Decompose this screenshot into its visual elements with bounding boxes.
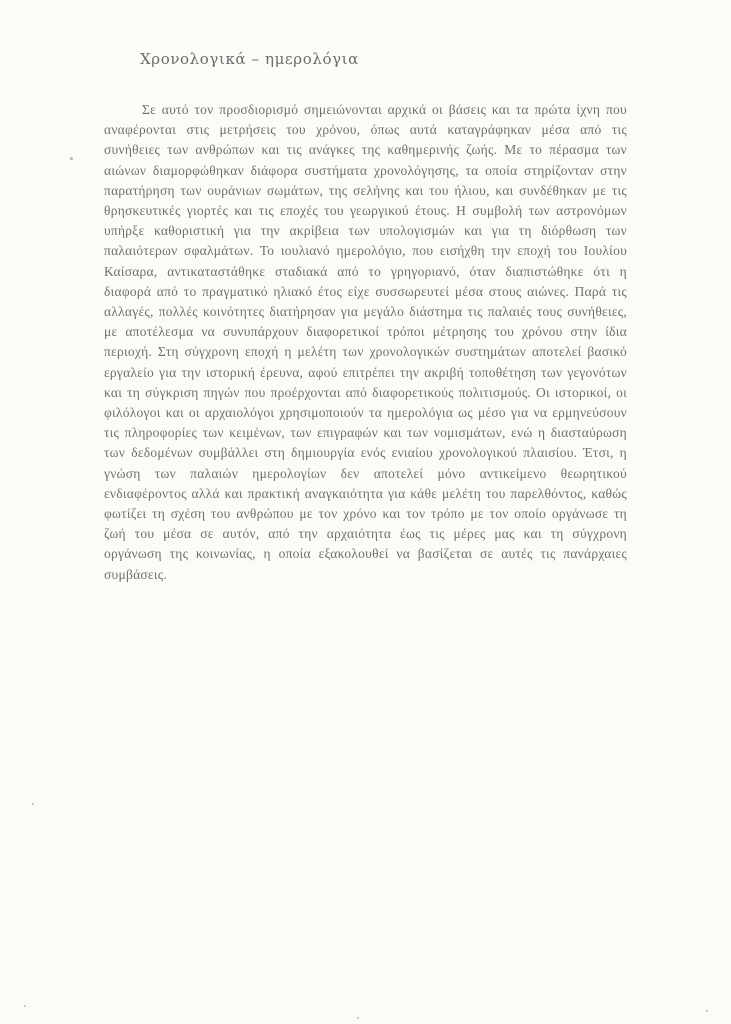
scan-speck <box>706 1010 708 1012</box>
body-paragraph: Σε αυτό τον προσδιορισμό σημειώνονται αρχικά οι βάσεις και τα πρώτα ίχνη που αναφέρονται στις μετρήσεις του χρόνου, όπως αυτά καταγράφηκαν μέσα από τις συνήθειες των ανθρώπων και τις ανάγκες της καθημερινής ζωής. Με το πέρασμα των αιώνων διαμορφώθηκαν διάφορα συστήματα χρονολόγησης, τα οποία στηρίζονταν στην παρατήρηση των ουράνιων σωμάτων, της σελήνης και του ήλιου, και συνδέθηκαν με τις θρησκευτικές γιορτές και τις εποχές του γεωργικού έτους. Η συμβολή των αστρονόμων υπήρξε καθοριστική για την ακρίβεια των υπολογισμών και για τη διόρθωση των παλαιότερων σφαλμάτων. Το ιουλιανό ημερολόγιο, που εισήχθη την εποχή του Ιουλίου Καίσαρα, αντικαταστάθηκε σταδιακά από το γρηγοριανό, όταν διαπιστώθηκε ότι η διαφορά από το πραγματικό ηλιακό έτος είχε συσσωρευτεί μέσα στους αιώνες. Παρά τις αλλαγές, πολλές κοινότητες διατήρησαν για μεγάλο διάστημα τις παλαιές τους συνήθειες, με αποτέλεσμα να συνυπάρχουν διαφορετικοί τρόποι μέτρησης του χρόνου στην ίδια περιοχή. Στη σύγχρονη εποχή η μελέτη των χρονολογικών συστημάτων αποτελεί βασικό εργαλείο για την ιστορική έρευνα, αφού επιτρέπει την ακριβή τοποθέτηση των γεγονότων και τη σύγκριση πηγών που προέρχονται από διαφορετικούς πολιτισμούς. Οι ιστορικοί, οι φιλόλογοι και οι αρχαιολόγοι χρησιμοποιούν τα ημερολόγια ως μέσο για να ερμηνεύσουν τις πληροφορίες των κειμένων, των επιγραφών και των νομισμάτων, ενώ η διασταύρωση των δεδομένων συμβάλλει στη δημιουργία ενός ενιαίου χρονολογικού πλαισίου. Έτσι, η γνώση των παλαιών ημερολογίων δεν αποτελεί μόνο αντικείμενο θεωρητικού ενδιαφέροντος αλλά και πρακτική αναγκαιότητα για κάθε μελέτη του παρελθόντος, καθώς φωτίζει τη σχέση του ανθρώπου με τον χρόνο και τον τρόπο με τον οποίο οργάνωσε τη ζωή του μέσα σε αυτόν, από την αρχαιότητα έως τις μέρες μας και τη σύγχρονη οργάνωση της κοινωνίας, η οποία εξακολουθεί να βασίζεται σε αυτές τις πανάρχαιες συμβάσεις. <box>104 102 627 582</box>
scan-speck <box>70 157 73 160</box>
scan-speck <box>357 1017 359 1019</box>
scan-speck <box>24 1005 26 1007</box>
scan-speck <box>32 803 34 805</box>
document-title: Χρονολογικά – ημερολόγια <box>140 50 359 68</box>
